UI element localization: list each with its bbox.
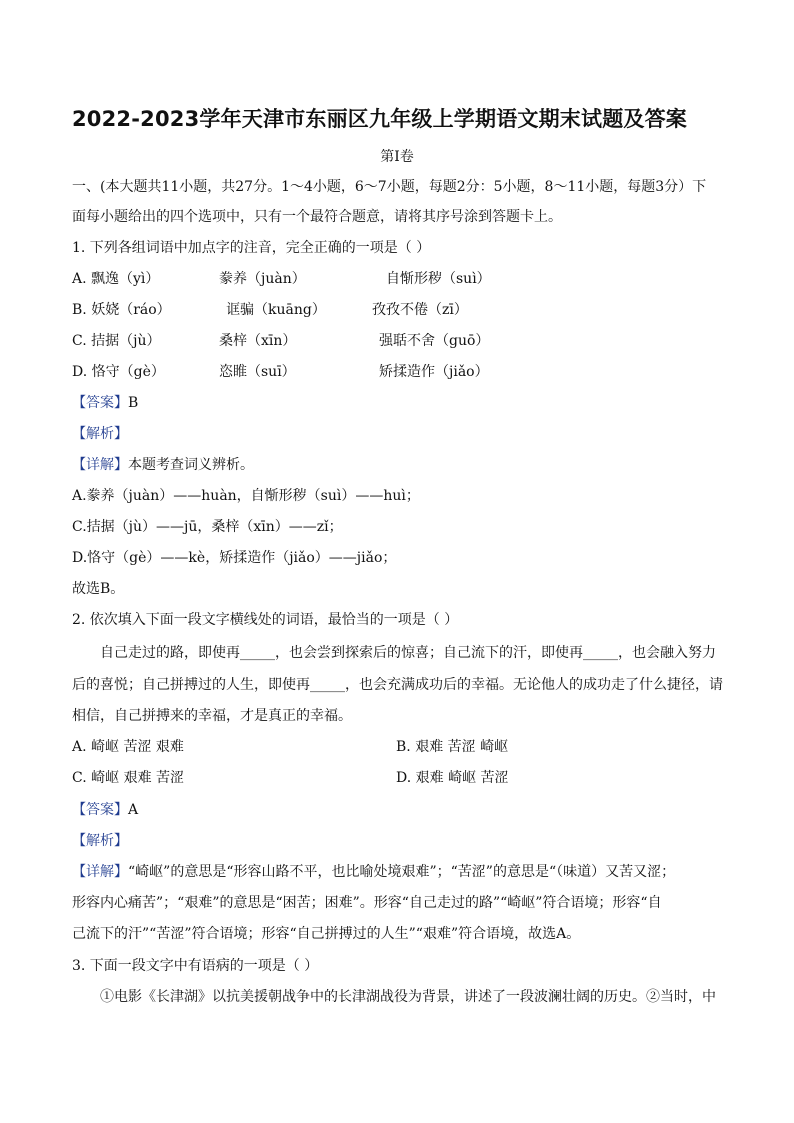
q1-option-a-3: 自惭形秽（suì） — [386, 271, 491, 287]
section-instruction-line-1: 一、(本大题共11小题，共27分。1～4小题，6～7小题，每题2分：5小题，8～11小题，每题3分）下 — [72, 179, 707, 195]
detail-tag: 【详解】 — [72, 864, 128, 880]
q2-answer — [72, 800, 138, 820]
q2-passage-line-1: 自己走过的路，即使再_____，也会尝到探索后的惊喜；自己流下的汗，即使再_____，也会融入努力 — [100, 645, 716, 661]
volume-label: 第Ⅰ卷 — [380, 149, 414, 165]
detail-text: 本题考查词义辨析。 — [128, 457, 254, 473]
q3-passage-line-1: ①电影《长津湖》以抗美援朝战争中的长津湖战役为背景，讲述了一段波澜壮阔的历史。②当时，中 — [100, 989, 716, 1005]
q1-option-c-3: 强聒不舍（guō） — [379, 333, 490, 349]
q1-conclusion: 故选B。 — [72, 581, 125, 597]
q1-detail-line: D.恪守（gè）——kè，矫揉造作（jiǎo）——jiǎo； — [72, 550, 397, 566]
analysis-tag: 【解析】 — [72, 833, 128, 849]
q2-detail-line-2: 形容内心痛苦”；“艰难”的意思是“困苦；困难”。形容“自己走过的路”“崎岖”符合语境；形容“自 — [72, 895, 662, 911]
q2-analysis — [72, 831, 128, 851]
answer-tag: 【答案】 — [72, 395, 128, 411]
q2-option-b: B. 艰难 苦涩 崎岖 — [396, 739, 509, 755]
q1-option-c-1: C. 拮据（jù） — [72, 333, 161, 349]
q2-detail-line-3: 己流下的汗”“苦涩”符合语境；形容“自己拼搏过的人生”“艰难”符合语境，故选A。 — [72, 926, 581, 942]
q3-stem: 3. 下面一段文字中有语病的一项是（ ） — [72, 958, 319, 974]
q1-detail-line: C.拮据（jù）——jū，桑梓（xīn）——zǐ； — [72, 519, 343, 535]
q1-option-b-3: 孜孜不倦（zī） — [372, 302, 468, 318]
answer-tag: 【答案】 — [72, 802, 128, 818]
q1-option-c-2: 桑梓（xīn） — [219, 333, 297, 349]
q2-option-d: D. 艰难 崎岖 苦涩 — [396, 770, 509, 786]
answer-value: B — [128, 395, 139, 411]
q1-stem: 1. 下列各组词语中加点字的注音，完全正确的一项是（ ） — [72, 240, 431, 256]
q1-option-d-2: 恣睢（suī） — [219, 364, 296, 380]
answer-value: A — [128, 802, 139, 818]
q2-passage-line-2: 后的喜悦；自己拼搏过的人生，即使再_____，也会充满成功后的幸福。无论他人的成功走了什么捷径，请 — [72, 677, 723, 693]
q1-option-d-1: D. 恪守（gè） — [72, 364, 165, 380]
q2-option-a: A. 崎岖 苦涩 艰难 — [72, 739, 184, 755]
q2-passage-line-3: 相信，自己拼搏来的幸福，才是真正的幸福。 — [72, 708, 352, 724]
q1-detail-line: A.豢养（juàn）——huàn，自惭形秽（suì）——huì； — [72, 488, 420, 504]
page-title: 2022-2023学年天津市东丽区九年级上学期语文期末试题及答案 — [72, 107, 688, 131]
q2-stem: 2. 依次填入下面一段文字横线处的词语，最恰当的一项是（ ） — [72, 612, 459, 628]
q1-answer — [72, 393, 138, 413]
q1-option-b-2: 诓骗（kuāng） — [226, 302, 326, 318]
q1-analysis — [72, 424, 128, 444]
detail-text: “崎岖”的意思是“形容山路不平，也比喻处境艰难”；“苦涩”的意思是“（味道）又苦又涩； — [128, 864, 676, 880]
q1-option-a-1: A. 飘逸（yì） — [72, 271, 160, 287]
q1-option-a-2: 豢养（juàn） — [219, 271, 306, 287]
analysis-tag: 【解析】 — [72, 426, 128, 442]
q1-option-b-1: B. 妖娆（ráo） — [72, 302, 171, 318]
q1-option-d-3: 矫揉造作（jiǎo） — [379, 364, 489, 380]
q2-option-c: C. 崎岖 艰难 苦涩 — [72, 770, 185, 786]
section-instruction-line-2: 面每小题给出的四个选项中，只有一个最符合题意，请将其序号涂到答题卡上。 — [72, 209, 562, 225]
q1-detail — [72, 455, 254, 475]
detail-tag: 【详解】 — [72, 457, 128, 473]
q2-detail-line-1 — [72, 862, 675, 882]
